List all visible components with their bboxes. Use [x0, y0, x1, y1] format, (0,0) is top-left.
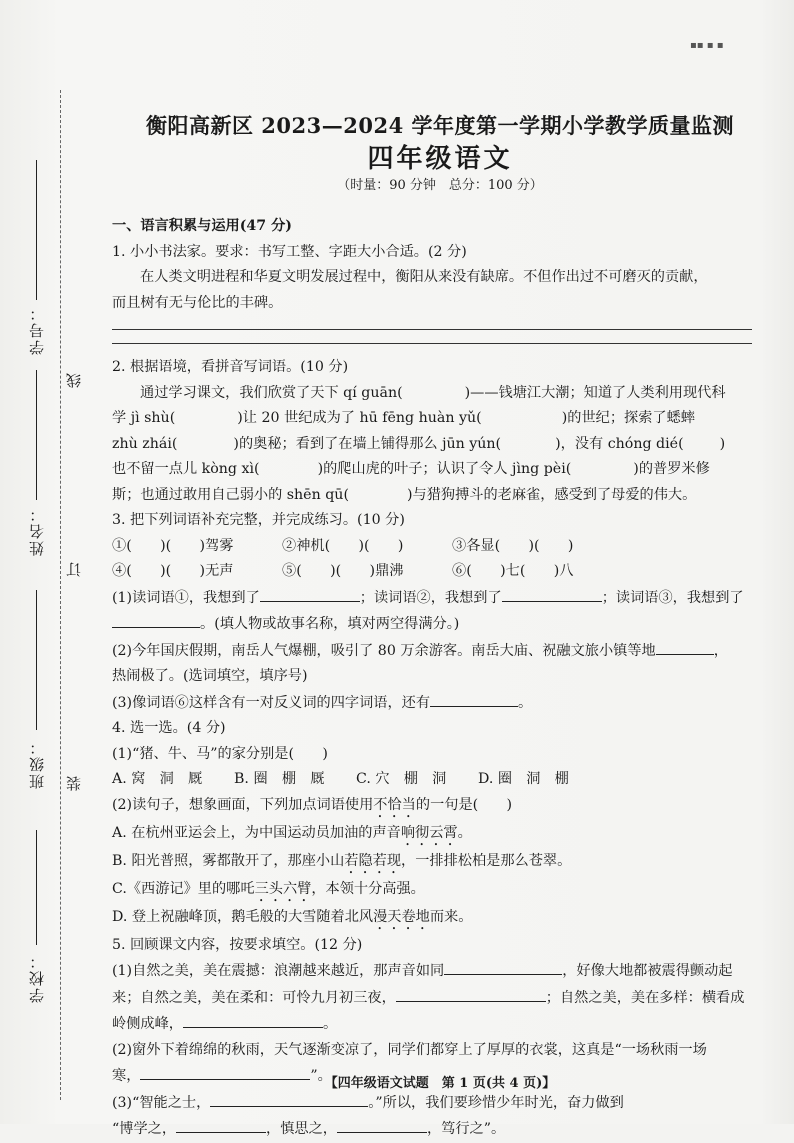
q5-stem: 5. 回顾课文内容，按要求填空。(12 分) — [112, 936, 363, 953]
exam-subject: 四年级语文 — [367, 144, 513, 174]
q3-idiom-4[interactable]: ④( )( )无声 — [112, 563, 234, 579]
q2-text: 通过学习课文，我们欣赏了天下 qí guān( — [140, 384, 403, 401]
q4-text: B. 阳光普照，雾都散开了，那座小山 — [112, 852, 345, 869]
q4-part-1: (1)“猪、牛、马”的家分别是( ) — [112, 745, 328, 762]
q5-answer-blank[interactable] — [183, 1011, 323, 1028]
q3-answer-blank[interactable] — [112, 611, 200, 628]
q4-choice-d[interactable] — [112, 905, 762, 933]
q3-text: (2)今年国庆假期，南岳人气爆棚，吸引了 80 万余游客。南岳大庙、祝融文旅小镇等地 — [112, 642, 656, 659]
q5-text: 寒， — [112, 1068, 141, 1084]
q4-dotted-word: 若隐若现 — [344, 852, 402, 869]
q5-answer-blank[interactable] — [396, 985, 546, 1002]
q5-text: (1)自然之美，美在震撼：浪潮越来越近，那声音如同 — [112, 963, 445, 979]
q2-line-5 — [112, 483, 762, 509]
class-rule — [36, 590, 37, 730]
q4-part-2 — [112, 793, 762, 821]
q5-text: ，笃行之”。 — [426, 1121, 506, 1137]
exam-content — [112, 214, 762, 1143]
q5-line-4: (2)窗外下着绵绵的秋雨，天气逐渐变凉了，同学们都穿上了厚厚的衣裳，这真是“一场秋雨一场 — [112, 1041, 707, 1058]
q3-sub-2: (2)今年国庆假期，南岳人气爆棚，吸引了 80 万余游客。南岳大庙、祝融文旅小镇等地 ， — [112, 638, 762, 665]
q5-line-1 — [112, 958, 762, 985]
q4-text: A. 在杭州亚运会上，为中国运动员加油的声音 — [112, 824, 401, 841]
q5-line-3 — [112, 1011, 762, 1038]
q4-choice-b[interactable] — [112, 849, 762, 877]
q1-stem: 1. 小小书法家。要求：书写工整、字距大小合适。(2 分) — [112, 243, 467, 260]
q3-answer-blank[interactable] — [430, 690, 518, 707]
q5-line-6 — [112, 1090, 762, 1117]
section-heading: 一、语言积累与运用(47 分) — [112, 218, 292, 234]
line-word: 线 — [65, 373, 83, 388]
q2-text: )的奥秘；看到了在墙上铺得那么 jūn yún( — [233, 435, 502, 452]
q4-text: (2)读句子，想象画面，下列加点词语使用 — [112, 796, 374, 813]
q5-text: “博学之， — [112, 1121, 177, 1137]
q3-answer-blank[interactable] — [656, 638, 714, 655]
page-footer: 【四年级语文试题 第 1 页(共 4 页)】 — [324, 1076, 556, 1091]
q4-text: 。 — [457, 824, 472, 841]
q4-text: 的一句是( ) — [415, 796, 513, 813]
q4-choice-c[interactable] — [112, 877, 762, 905]
q2-line-2 — [112, 406, 762, 432]
school-label: 学校： — [28, 952, 46, 1003]
q2-text: )让 20 世纪成为了 hū fēng huàn yǔ( — [237, 410, 482, 426]
q2-line-4 — [112, 457, 762, 483]
q4-option-c[interactable]: C. 穴 棚 洞 — [356, 771, 447, 787]
q2-text: )——钱塘江大潮；知道了人类利用现代科 — [464, 384, 726, 401]
school-rule — [36, 830, 37, 945]
class-label: 班级： — [28, 738, 46, 789]
q5-line-2 — [112, 985, 762, 1012]
seal-word: 装 — [65, 776, 83, 791]
name-label: 姓名： — [28, 505, 46, 556]
q4-dotted-word: 响彻云霄 — [400, 824, 458, 841]
q2-text: 学 jì shù( — [112, 410, 176, 426]
q4-text: ，一排排松柏是那么苍翠。 — [401, 852, 572, 869]
exam-title: 衡阳高新区 2023—2024 学年度第一学期小学教学质量监测 — [145, 113, 734, 138]
q5-line-7 — [112, 1116, 762, 1143]
q5-text: 。”所以，我们要珍惜少年时光，奋力做到 — [368, 1094, 624, 1111]
q2-text: )与猎狗搏斗的老麻雀，感受到了母爱的伟大。 — [406, 486, 697, 503]
q4-text: C.《西游记》里的哪吒 — [112, 880, 255, 897]
q4-dotted-word: 三头六臂 — [254, 880, 312, 897]
q2-text: )的世纪；探索了蟋蟀 — [561, 410, 695, 426]
q3-text: 。 — [518, 694, 533, 711]
q3-idiom-1[interactable]: ①( )( )驾雾 — [112, 537, 234, 554]
q3-idiom-5[interactable]: ⑤( )( )鼎沸 — [282, 563, 404, 579]
q5-answer-blank[interactable] — [337, 1116, 427, 1133]
q5-text: 。 — [322, 1016, 338, 1032]
q3-text: ；读词语②，我想到了 — [359, 589, 502, 606]
q3-sub-1 — [112, 585, 762, 612]
q3-stem: 3. 把下列词语补充完整，并完成练习。(10 分) — [112, 512, 405, 528]
q3-text: (1)读词语①，我想到了 — [112, 589, 260, 606]
q4-dotted-word: 漫天卷地 — [373, 908, 430, 925]
q4-text: D. 登上祝融峰顶，鹅毛般的大雪随着北风 — [112, 908, 374, 925]
q2-line-3: zhù zhái( )的奥秘；看到了在墙上铺得那么 jūn yún( )，没有 chóng dié( ) — [112, 435, 726, 452]
student-id-label: 学号： — [28, 304, 46, 355]
q3-text: 。(填人物或故事名称，填对两空得满分。) — [200, 616, 460, 632]
q3-answer-blank[interactable] — [502, 585, 602, 602]
q5-answer-blank[interactable] — [176, 1116, 266, 1133]
q3-idiom-row-2 — [112, 559, 762, 585]
q2-line-1 — [112, 381, 762, 407]
q4-option-a[interactable]: A. 窝 洞 厩 — [112, 771, 203, 787]
q3-idiom-row-1 — [112, 534, 762, 560]
q1-writing-line-1[interactable] — [112, 329, 752, 330]
q3-sub-2-cont: 热闹极了。(选词填空，填序号) — [112, 668, 308, 684]
q5-answer-blank[interactable] — [210, 1090, 368, 1107]
q5-text: ”。 — [310, 1068, 332, 1084]
q3-answer-blank[interactable] — [260, 585, 360, 602]
q1-writing-line-2[interactable] — [112, 343, 752, 344]
q4-option-b[interactable]: B. 圈 棚 厩 — [234, 771, 325, 787]
q5-text: ；自然之美，美在多样：横看成 — [545, 989, 745, 1006]
q5-answer-blank[interactable] — [444, 958, 562, 975]
q4-text: ，本领十分高强。 — [311, 880, 425, 897]
q5-text: ，慎思之， — [266, 1121, 337, 1137]
q3-sub-3 — [112, 690, 762, 717]
q3-sub-1-cont — [112, 611, 762, 638]
binding-dashed-line — [60, 90, 61, 1100]
q3-idiom-2[interactable]: ②神机( )( ) — [282, 537, 404, 554]
q3-idiom-6[interactable]: ⑥( )七( )八 — [452, 563, 574, 579]
q1-text-1: 在人类文明进程和华夏文明发展过程中，衡阳从来没有缺席。不但作出过不可磨灭的贡献， — [140, 269, 708, 285]
q4-part-1-options — [112, 767, 762, 793]
q4-text: 而来。 — [429, 908, 473, 925]
q3-idiom-3[interactable]: ③各显( )( ) — [452, 537, 574, 554]
q2-stem: 2. 根据语境，看拼音写词语。(10 分) — [112, 359, 349, 375]
bind-word: 订 — [65, 562, 83, 577]
q2-text: )，没有 chóng dié( — [555, 435, 684, 452]
q3-text: (3)像词语⑥这样含有一对反义词的四字词语，还有 — [112, 694, 431, 711]
q2-text: zhù zhái( — [112, 435, 178, 452]
q5-text: (3)“智能之士， — [112, 1094, 211, 1111]
q5-text: ，好像大地都被震得颤动起 — [562, 963, 733, 979]
q1-text-2: 而且树有无与伦比的丰碑。 — [112, 294, 283, 311]
q4-choice-a[interactable] — [112, 821, 762, 849]
q2-text: )的普罗米修 — [633, 461, 710, 477]
name-rule — [36, 370, 37, 500]
exam-meta: （时量：90 分钟 总分：100 分） — [337, 178, 543, 193]
q3-text: ；读词语③，我想到了 — [601, 589, 744, 606]
student-id-rule — [36, 160, 37, 300]
q2-text: 也不留一点儿 kòng xì( — [112, 461, 260, 477]
q2-text: 斯；也通过敢用自己弱小的 shēn qū( — [112, 486, 349, 503]
q2-text: )的爬山虎的叶子；认识了令人 jìng pèi( — [317, 461, 572, 477]
q4-emphasis: 不恰当 — [373, 796, 416, 813]
q5-text: 岭侧成峰， — [112, 1016, 183, 1032]
corner-mark: ▪▪ ▪ ▪ — [690, 40, 724, 51]
q4-stem: 4. 选一选。(4 分) — [112, 720, 226, 736]
q5-text: 来；自然之美，美在柔和：可怜九月初三夜， — [112, 989, 396, 1006]
q4-option-d[interactable]: D. 圈 洞 棚 — [478, 771, 569, 787]
